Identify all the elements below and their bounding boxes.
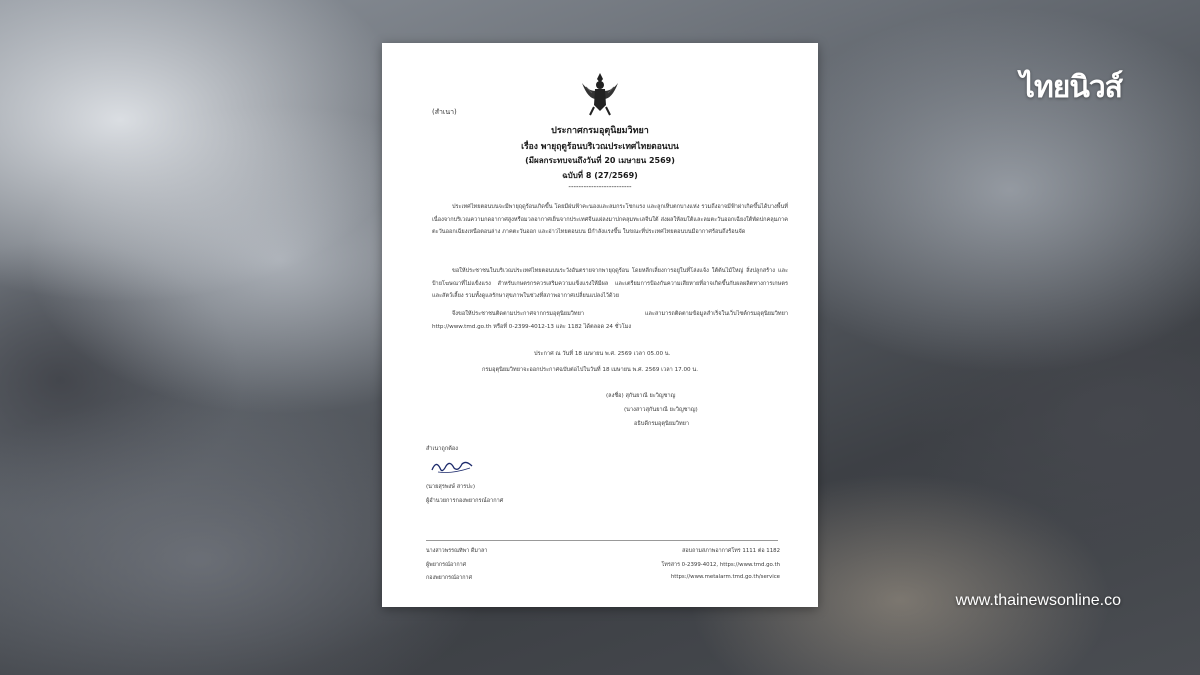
footer-left-line: นางสาวพรรณทิพา ดีมาลา (426, 548, 488, 554)
footer-right-line: สอบถามสภาพอากาศโทร 1111 ต่อ 1182 (682, 548, 780, 554)
announced-date: ประกาศ ณ วันที่ 18 เมษายน พ.ศ. 2569 เวลา 05.00 น. (534, 351, 671, 357)
body-paragraph-3: จึงขอให้ประชาชนติดตามประกาศจากกรมอุตุนิยมวิทยา และสามารถติดตามข้อมูลสำเร็จในเว็บไซต์กรมอุตุนิยมวิทยา http://www.tmd.go.th หรือที่ 0-2399-4012-13 และ 1182 ได้ตลอด 24 ชั่วโมง (432, 311, 788, 330)
footer-right-line: โทรสาร 0-2399-4012, https://www.tmd.go.th (661, 562, 780, 568)
footer-left-line: ผู้พยากรณ์อากาศ (426, 562, 467, 568)
document-title: ประกาศกรมอุตุนิยมวิทยา (551, 126, 649, 136)
footer-divider (426, 540, 778, 541)
body-paragraph-1: ประเทศไทยตอนบนจะมีพายุฤดูร้อนเกิดขึ้น โดยมีฝนฟ้าคะนองและลมกระโชกแรง และลูกเห็บตกบางแห่ง รวมถึงอาจมีฟ้าผ่าเกิดขึ้นได้บางพื้นที่ เนื่องจากบริเวณความกดอากาศสูงหรือมวลอากาศเย็นจากประเทศจีนแผ่ลงมาปกคลุมทะเลจีนใต้ ส่งผลให้ลมใต้และลมตะวันออกเฉียงใต้พัดปกคลุมภาคตะวันออกเฉียงเหนือตอนล่าง ภาคตะวันออก และอ่าวไทยตอนบน มีกำลังแรงขึ้น ในขณะที่ประเทศไทยตอนบนมีอากาศร้อนถึงร้อนจัด (432, 204, 788, 235)
handwritten-signature (428, 456, 478, 476)
next-issue-note: กรมอุตุนิยมวิทยาจะออกประกาศฉบับต่อไปในวันที่ 18 เมษายน พ.ศ. 2569 เวลา 17.00 น. (482, 367, 698, 373)
certified-copy-label: สำเนาถูกต้อง (426, 446, 458, 452)
website-url: www.thainewsonline.co (955, 592, 1121, 609)
signer-title: อธิบดีกรมอุตุนิยมวิทยา (634, 421, 690, 427)
issue-number: ฉบับที่ 8 (27/2569) (562, 171, 638, 180)
separator-line: ------------------------- (568, 183, 632, 191)
thainews-logo: ไทยนิวส์ (1019, 70, 1122, 105)
footer-right-line: https://www.metalarm.tmd.go.th/service (670, 574, 780, 580)
announcement-document (382, 43, 818, 607)
footer-left-line: กองพยากรณ์อากาศ (426, 575, 473, 581)
garuda-emblem-icon (578, 69, 622, 117)
copy-mark: (สำเนา) (432, 108, 457, 116)
effective-period: (มีผลกระทบจนถึงวันที่ 20 เมษายน 2569) (525, 156, 675, 165)
document-subject: เรื่อง พายุฤดูร้อนบริเวณประเทศไทยตอนบน (521, 142, 679, 152)
signature-line: (ลงชื่อ) สุกันยาณี ยะวิญชาญ (606, 393, 676, 399)
copy-certifier-title: ผู้อำนวยการกองพยากรณ์อากาศ (426, 498, 504, 504)
copy-certifier-name: (นายสุรพงษ์ สารปะ) (426, 484, 476, 490)
signer-name: (นางสาวสุกันยาณี ยะวิญชาญ) (624, 407, 698, 413)
body-paragraph-2: ขอให้ประชาชนในบริเวณประเทศไทยตอนบนระวังอันตรายจากพายุฤดูร้อน โดยหลีกเลี่ยงการอยู่ในที่โล่งแจ้ง ใต้ต้นไม้ใหญ่ สิ่งปลูกสร้าง และป้ายโฆษณาที่ไม่แข็งแรง สำหรับเกษตรกรควรเสริมความแข็งแรงให้มีผล และเตรียมการป้องกันความเสียหายที่อาจเกิดขึ้นกับผลผลิตทางการเกษตรและสัตว์เลี้ยง รวมทั้งดูแลรักษาสุขภาพในช่วงที่สภาพอากาศเปลี่ยนแปลงไว้ด้วย (432, 268, 788, 299)
